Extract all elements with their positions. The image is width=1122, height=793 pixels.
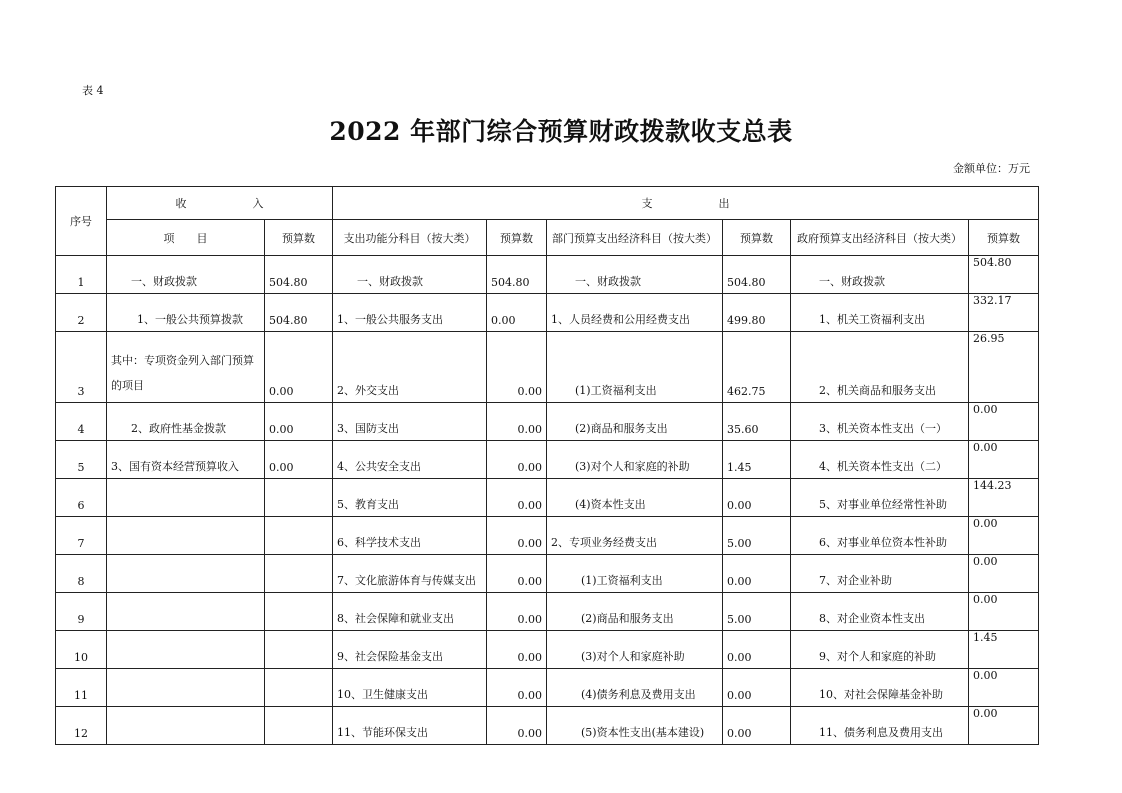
header-gov-subject: 政府预算支出经济科目（按大类） <box>791 220 969 256</box>
item-budget-cell <box>265 669 333 707</box>
func-budget-cell: 0.00 <box>487 555 547 593</box>
dept-cell: (4)债务利息及费用支出 <box>547 669 723 707</box>
header-gov-budget: 预算数 <box>969 220 1039 256</box>
gov-budget-cell: 504.80 <box>969 256 1039 294</box>
dept-cell: (1)工资福利支出 <box>547 555 723 593</box>
gov-cell: 6、对事业单位资本性补助 <box>791 517 969 555</box>
item-budget-cell <box>265 593 333 631</box>
header-dept-budget: 预算数 <box>723 220 791 256</box>
table-row <box>56 517 1039 555</box>
gov-cell: 4、机关资本性支出（二） <box>791 441 969 479</box>
item-cell <box>107 517 265 555</box>
table-row <box>56 479 1039 517</box>
header-income: 收 入 <box>107 187 333 220</box>
gov-cell: 一、财政拨款 <box>791 256 969 294</box>
gov-budget-cell: 144.23 <box>969 479 1039 517</box>
func-budget-cell: 0.00 <box>487 294 547 332</box>
func-budget-cell: 0.00 <box>487 332 547 403</box>
item-cell <box>107 479 265 517</box>
dept-budget-cell: 0.00 <box>723 707 791 745</box>
seq-cell: 10 <box>56 631 107 669</box>
item-cell: 3、国有资本经营预算收入 <box>107 441 265 479</box>
dept-cell: (2)商品和服务支出 <box>547 593 723 631</box>
item-budget-cell: 0.00 <box>265 332 333 403</box>
table-number: 表 4 <box>82 84 104 97</box>
table-row <box>56 403 1039 441</box>
header-func-budget: 预算数 <box>487 220 547 256</box>
dept-cell: (4)资本性支出 <box>547 479 723 517</box>
func-budget-cell: 0.00 <box>487 707 547 745</box>
header-seq: 序号 <box>56 187 107 256</box>
item-cell: 1、一般公共预算拨款 <box>107 294 265 332</box>
dept-budget-cell: 5.00 <box>723 593 791 631</box>
table-row <box>56 256 1039 294</box>
dept-budget-cell: 499.80 <box>723 294 791 332</box>
func-cell: 2、外交支出 <box>333 332 487 403</box>
func-cell: 4、公共安全支出 <box>333 441 487 479</box>
gov-cell: 1、机关工资福利支出 <box>791 294 969 332</box>
func-cell: 1、一般公共服务支出 <box>333 294 487 332</box>
amount-unit: 金额单位：万元 <box>953 162 1030 175</box>
item-cell <box>107 555 265 593</box>
gov-budget-cell: 0.00 <box>969 707 1039 745</box>
gov-budget-cell: 0.00 <box>969 555 1039 593</box>
gov-budget-cell: 332.17 <box>969 294 1039 332</box>
dept-cell: (5)资本性支出(基本建设) <box>547 707 723 745</box>
func-cell: 5、教育支出 <box>333 479 487 517</box>
item-budget-cell <box>265 555 333 593</box>
dept-budget-cell: 5.00 <box>723 517 791 555</box>
seq-cell: 12 <box>56 707 107 745</box>
gov-cell: 9、对个人和家庭的补助 <box>791 631 969 669</box>
dept-cell: 1、人员经费和公用经费支出 <box>547 294 723 332</box>
item-budget-cell: 504.80 <box>265 256 333 294</box>
page-title: 2022 年部门综合预算财政拨款收支总表 <box>329 117 793 146</box>
budget-summary-table <box>55 186 1039 745</box>
func-budget-cell: 0.00 <box>487 631 547 669</box>
gov-budget-cell: 0.00 <box>969 517 1039 555</box>
table-row <box>56 593 1039 631</box>
dept-budget-cell: 1.45 <box>723 441 791 479</box>
item-budget-cell <box>265 479 333 517</box>
table-row <box>56 707 1039 745</box>
dept-budget-cell: 0.00 <box>723 669 791 707</box>
gov-budget-cell: 1.45 <box>969 631 1039 669</box>
dept-cell: (1)工资福利支出 <box>547 332 723 403</box>
dept-cell: (3)对个人和家庭的补助 <box>547 441 723 479</box>
dept-budget-cell: 462.75 <box>723 332 791 403</box>
dept-budget-cell: 0.00 <box>723 555 791 593</box>
seq-cell: 11 <box>56 669 107 707</box>
dept-budget-cell: 504.80 <box>723 256 791 294</box>
dept-cell: (3)对个人和家庭补助 <box>547 631 723 669</box>
item-budget-cell: 504.80 <box>265 294 333 332</box>
dept-budget-cell: 0.00 <box>723 631 791 669</box>
gov-cell: 10、对社会保障基金补助 <box>791 669 969 707</box>
gov-budget-cell: 0.00 <box>969 403 1039 441</box>
seq-cell: 6 <box>56 479 107 517</box>
header-row-1 <box>56 187 1039 220</box>
func-budget-cell: 0.00 <box>487 403 547 441</box>
item-budget-cell <box>265 517 333 555</box>
seq-cell: 5 <box>56 441 107 479</box>
dept-cell: (2)商品和服务支出 <box>547 403 723 441</box>
item-cell: 其中：专项资金列入部门预算的项目 <box>107 332 265 403</box>
func-budget-cell: 0.00 <box>487 479 547 517</box>
item-cell: 2、政府性基金拨款 <box>107 403 265 441</box>
func-cell: 3、国防支出 <box>333 403 487 441</box>
gov-cell: 3、机关资本性支出（一） <box>791 403 969 441</box>
seq-cell: 1 <box>56 256 107 294</box>
func-cell: 11、节能环保支出 <box>333 707 487 745</box>
func-cell: 10、卫生健康支出 <box>333 669 487 707</box>
func-budget-cell: 504.80 <box>487 256 547 294</box>
item-budget-cell <box>265 631 333 669</box>
item-cell <box>107 707 265 745</box>
func-cell: 6、科学技术支出 <box>333 517 487 555</box>
gov-budget-cell: 26.95 <box>969 332 1039 403</box>
header-item-budget: 预算数 <box>265 220 333 256</box>
header-row-2 <box>56 220 1039 256</box>
dept-cell: 2、专项业务经费支出 <box>547 517 723 555</box>
dept-budget-cell: 0.00 <box>723 479 791 517</box>
table-row <box>56 631 1039 669</box>
header-func-subject: 支出功能分科目（按大类） <box>333 220 487 256</box>
gov-cell: 2、机关商品和服务支出 <box>791 332 969 403</box>
item-budget-cell <box>265 707 333 745</box>
func-cell: 9、社会保险基金支出 <box>333 631 487 669</box>
table-row <box>56 294 1039 332</box>
table-row <box>56 669 1039 707</box>
item-budget-cell: 0.00 <box>265 403 333 441</box>
gov-cell: 8、对企业资本性支出 <box>791 593 969 631</box>
item-budget-cell: 0.00 <box>265 441 333 479</box>
func-budget-cell: 0.00 <box>487 517 547 555</box>
seq-cell: 9 <box>56 593 107 631</box>
item-cell: 一、财政拨款 <box>107 256 265 294</box>
func-cell: 一、财政拨款 <box>333 256 487 294</box>
header-dept-subject: 部门预算支出经济科目（按大类） <box>547 220 723 256</box>
func-budget-cell: 0.00 <box>487 593 547 631</box>
seq-cell: 8 <box>56 555 107 593</box>
dept-budget-cell: 35.60 <box>723 403 791 441</box>
item-cell <box>107 669 265 707</box>
seq-cell: 2 <box>56 294 107 332</box>
gov-cell: 5、对事业单位经常性补助 <box>791 479 969 517</box>
func-budget-cell: 0.00 <box>487 669 547 707</box>
header-expense: 支 出 <box>333 187 1039 220</box>
gov-budget-cell: 0.00 <box>969 669 1039 707</box>
table-row <box>56 441 1039 479</box>
item-cell <box>107 593 265 631</box>
table-row <box>56 555 1039 593</box>
seq-cell: 4 <box>56 403 107 441</box>
func-budget-cell: 0.00 <box>487 441 547 479</box>
table-row <box>56 332 1039 403</box>
func-cell: 7、文化旅游体育与传媒支出 <box>333 555 487 593</box>
seq-cell: 7 <box>56 517 107 555</box>
item-cell <box>107 631 265 669</box>
gov-budget-cell: 0.00 <box>969 441 1039 479</box>
gov-cell: 7、对企业补助 <box>791 555 969 593</box>
dept-cell: 一、财政拨款 <box>547 256 723 294</box>
gov-budget-cell: 0.00 <box>969 593 1039 631</box>
header-item: 项 目 <box>107 220 265 256</box>
func-cell: 8、社会保障和就业支出 <box>333 593 487 631</box>
seq-cell: 3 <box>56 332 107 403</box>
gov-cell: 11、债务利息及费用支出 <box>791 707 969 745</box>
